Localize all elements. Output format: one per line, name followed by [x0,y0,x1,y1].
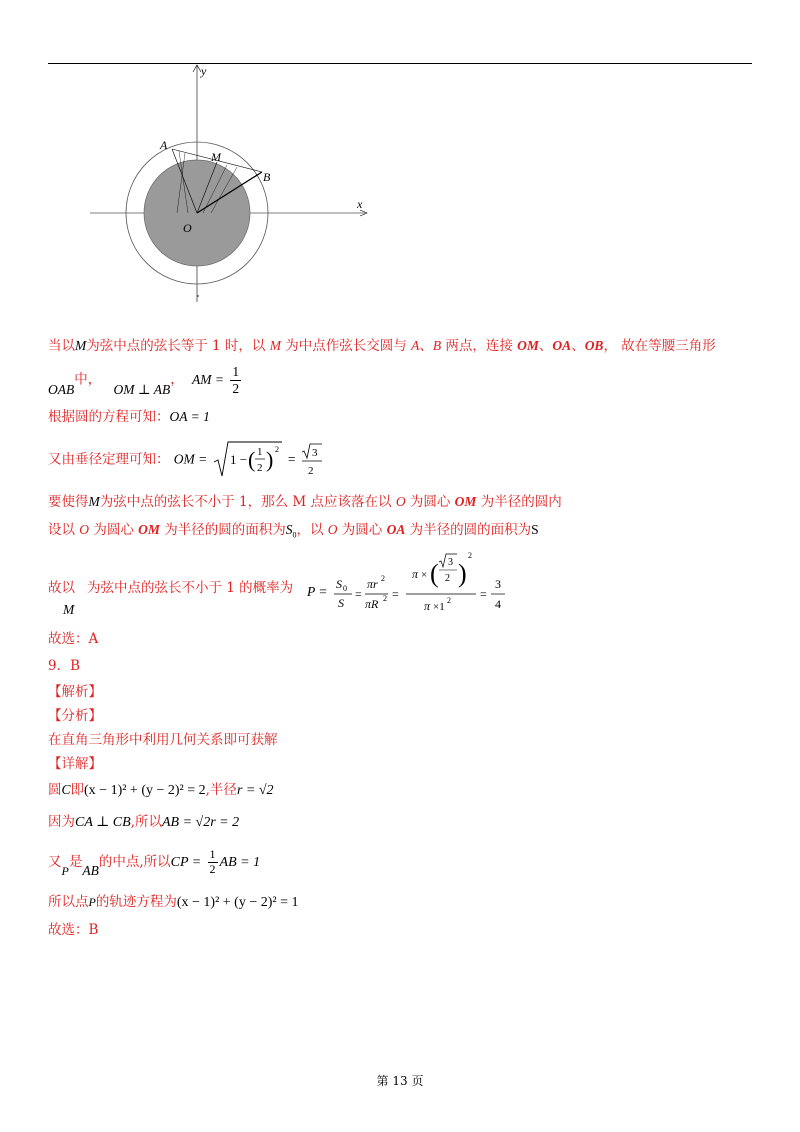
svg-text:2: 2 [256,462,263,474]
q8-line6: 设以 O 为圆心 OM 为半径的圆的面积为$S_0$，以 O 为圆心 OA 为半径的圆的面积为S [48,522,539,540]
q8-line4: 又由垂径定理可知： OM = 1 − ( 1 2 ) 2 = 3 2 [48,440,324,480]
svg-text:πr: πr [366,577,378,591]
svg-text:): ) [457,559,467,588]
q9-line4: 所以点P的轨迹方程为(x − 1)² + (y − 2)² = 1 [48,894,299,910]
svg-text:3: 3 [311,447,318,459]
q8-line7: 故以M为弦中点的弦长不小于 1 的概率为 [48,580,294,617]
svg-text:2: 2 [446,596,451,605]
sqrt-expression [212,440,284,480]
q9-title: 9．B [48,658,81,674]
q9-analysis: 在直角三角形中利用几何关系即可获解 [48,732,278,748]
point-label-A: A [160,138,168,152]
point-label-O: O [183,221,192,235]
svg-text:1 −: 1 − [229,452,247,467]
svg-text:=: = [391,587,399,601]
svg-text:2: 2 [467,551,472,560]
svg-text:πR: πR [364,597,379,611]
svg-text:S: S [335,577,342,591]
svg-text:(: ( [247,447,255,472]
svg-text:=: = [479,587,487,601]
q9-jiexi: 【解析】 [48,684,102,700]
q9-line3: 又P是AB的中点,所以CP = $\frac{1}{2}$ AB = 1 [48,847,261,878]
svg-text:(: ( [429,559,439,588]
probability-formula: P = S 0 S = πr 2 πR 2 = π × ( 3 2 ) 2 π ×1 2 = 3 4 [307,548,517,622]
axis-label-y: y [201,64,207,78]
q8-line5: 要使得M为弦中点的弦长不小于 1，那么 M 点应该落在以 O 为圆心 OM 为半径的圆内 [48,494,562,510]
svg-text:S: S [337,596,344,610]
svg-text:π: π [423,599,430,613]
svg-text:2: 2 [444,573,450,584]
q8-line3: 根据圆的方程可知：OA = 1 [48,409,210,425]
axis-label-x: x [357,197,363,211]
sqrt3-over-2 [300,442,324,478]
svg-text:×1: ×1 [432,601,445,613]
svg-text:2: 2 [307,465,314,477]
q9-line2: 因为CA ⊥ CB,所以AB = √2r = 2 [48,814,240,830]
q9-answer: 故选：B [48,922,99,938]
q9-fenxi: 【分析】 [48,708,102,724]
probability-fractions [332,548,517,622]
q8-line1: 当以M为弦中点的弦长等于 1 时，以 M 为中点作弦长交圆与 A、B 两点，连接 OM、OA、OB， 故在等腰三角形 [48,338,716,354]
q9-line1: 圆C即(x − 1)² + (y − 2)² = 2,半径r = √2 [48,782,274,798]
svg-text:2: 2 [274,445,279,454]
svg-text:×: × [420,569,428,581]
svg-text:): ) [265,447,273,472]
svg-text:3: 3 [447,557,453,568]
point-label-B: B [263,170,271,184]
svg-text:π: π [411,567,418,581]
svg-text:2: 2 [382,594,387,603]
q9-xiangjie: 【详解】 [48,756,102,772]
point-label-M: M [211,150,221,164]
svg-text:4: 4 [494,597,501,611]
svg-text:1: 1 [256,446,263,458]
svg-text:0: 0 [342,584,347,593]
svg-text:2: 2 [380,574,385,583]
svg-text:=: = [354,587,362,601]
svg-text:3: 3 [494,577,501,591]
q8-answer: 故选：A [48,631,99,647]
circle-figure [85,62,385,307]
page-number: 第 13 页 [376,1074,424,1088]
q8-line2: OAB中， OM ⊥ AB， AM = $\frac{1}{2}$ [48,364,240,397]
